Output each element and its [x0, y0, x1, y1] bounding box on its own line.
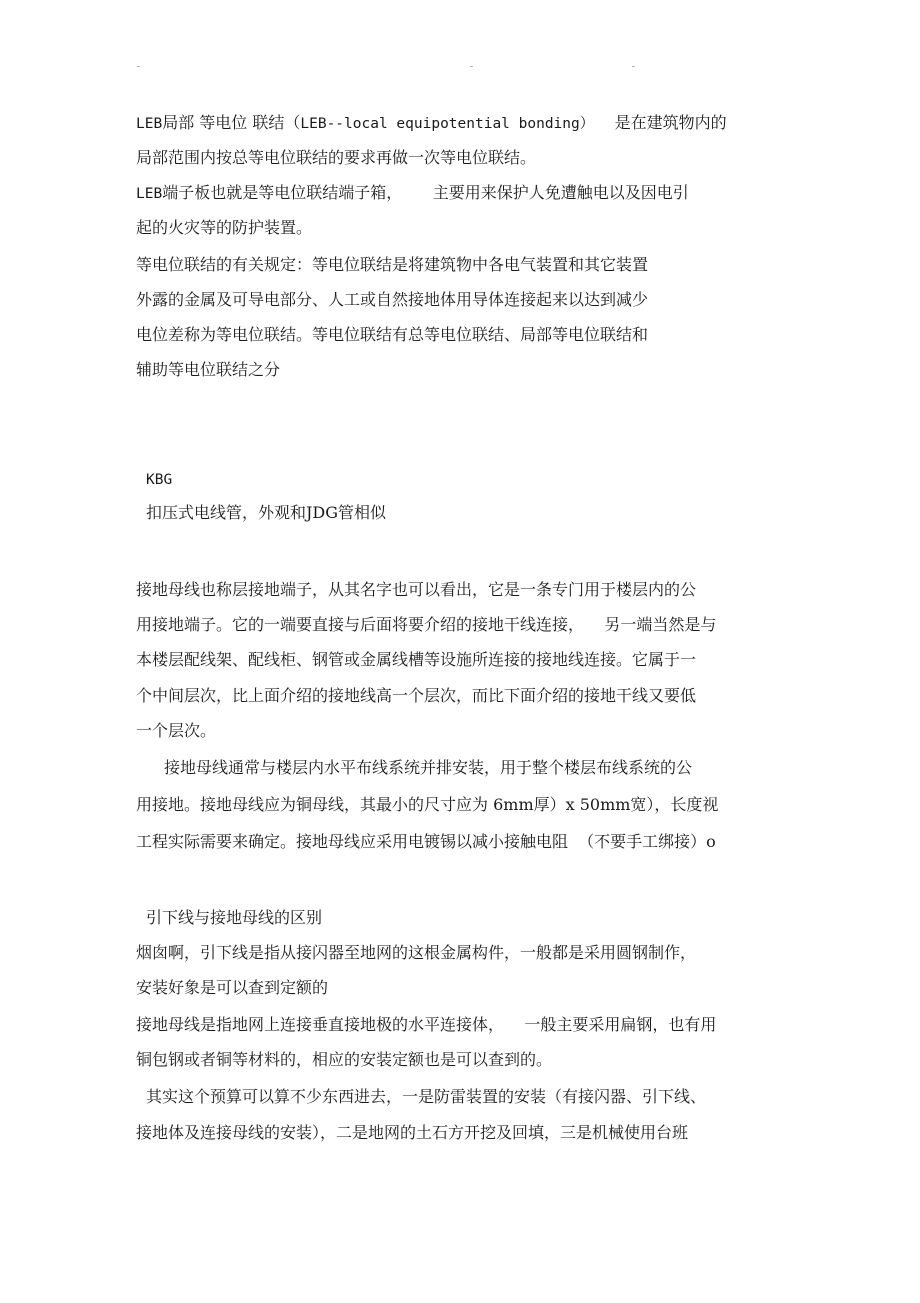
paragraph-line: 工程实际需要来确定。接地母线应采用电镀锡以减小接触电阻 （不要手工绑接）o — [136, 832, 716, 851]
header-center-mark: ـ — [470, 60, 473, 70]
section-heading-difference: 引下线与接地母线的区别 — [146, 908, 323, 927]
paragraph-line: 本楼层配线架、配线柜、钢管或金属线槽等设施所连接的接地线连接。它属于一 — [136, 650, 697, 669]
paragraph-line: LEB端子板也就是等电位联结端子箱， 主要用来保护人免遭触电以及因电引 — [136, 183, 689, 202]
paragraph-line: 电位差称为等电位联结。等电位联结有总等电位联结、局部等电位联结和 — [136, 325, 649, 344]
paragraph-line: 烟囱啊，引下线是指从接闪器至地网的这根金属构件，一般都是采用圆钢制作， — [136, 943, 697, 962]
paragraph-line: 外露的金属及可导电部分、人工或自然接地体用导体连接起来以达到减少 — [136, 290, 649, 309]
paragraph-line: 个中间层次，比上面介绍的接地线高一个层次，而比下面介绍的接地干线又要低 — [136, 686, 697, 705]
paragraph-line: 起的火灾等的防护装置。 — [136, 218, 313, 237]
paragraph-line: 接地母线是指地网上连接垂直接地极的水平连接体， 一般主要采用扁钢，也有用 — [136, 1015, 717, 1034]
header-right-mark: ـ — [632, 60, 635, 70]
paragraph-line: 其实这个预算可以算不少东西进去，一是防雷装置的安装（有接闪器、引下线、 — [146, 1087, 707, 1106]
paragraph-line: 安装好象是可以查到定额的 — [136, 978, 329, 997]
paragraph-line: 用接地端子。它的一端要直接与后面将要介绍的接地干线连接， 另一端当然是与 — [136, 615, 717, 634]
paragraph-line: 扣压式电线管，外观和JDG管相似 — [146, 503, 387, 522]
paragraph-line: 局部范围内按总等电位联结的要求再做一次等电位联结。 — [136, 148, 537, 167]
paragraph-line: 辅助等电位联结之分 — [136, 360, 281, 379]
paragraph-line: 接地体及连接母线的安装），二是地网的土石方开挖及回填，三是机械使用台班 — [136, 1123, 689, 1142]
paragraph-line: 一个层次。 — [136, 721, 217, 740]
header-left-mark: ـ — [137, 60, 140, 70]
paragraph-line: 接地母线也称层接地端子，从其名字也可以看出，它是一条专门用于楼层内的公 — [136, 580, 697, 599]
paragraph-line: 等电位联结的有关规定：等电位联结是将建筑物中各电气装置和其它装置 — [136, 255, 649, 274]
paragraph-line: 用接地。接地母线应为铜母线，其最小的尺寸应为 6mm厚）x 50mm宽），长度视 — [136, 795, 719, 814]
paragraph-line: LEB局部 等电位 联结（LEB--local equipotential bonding） 是在建筑物内的 — [136, 113, 727, 132]
paragraph-line: 接地母线通常与楼层内水平布线系统并排安装，用于整个楼层布线系统的公 — [164, 758, 693, 777]
paragraph-line: 铜包钢或者铜等材料的，相应的安装定额也是可以查到的。 — [136, 1050, 553, 1069]
section-heading-kbg: KBG — [146, 472, 173, 488]
